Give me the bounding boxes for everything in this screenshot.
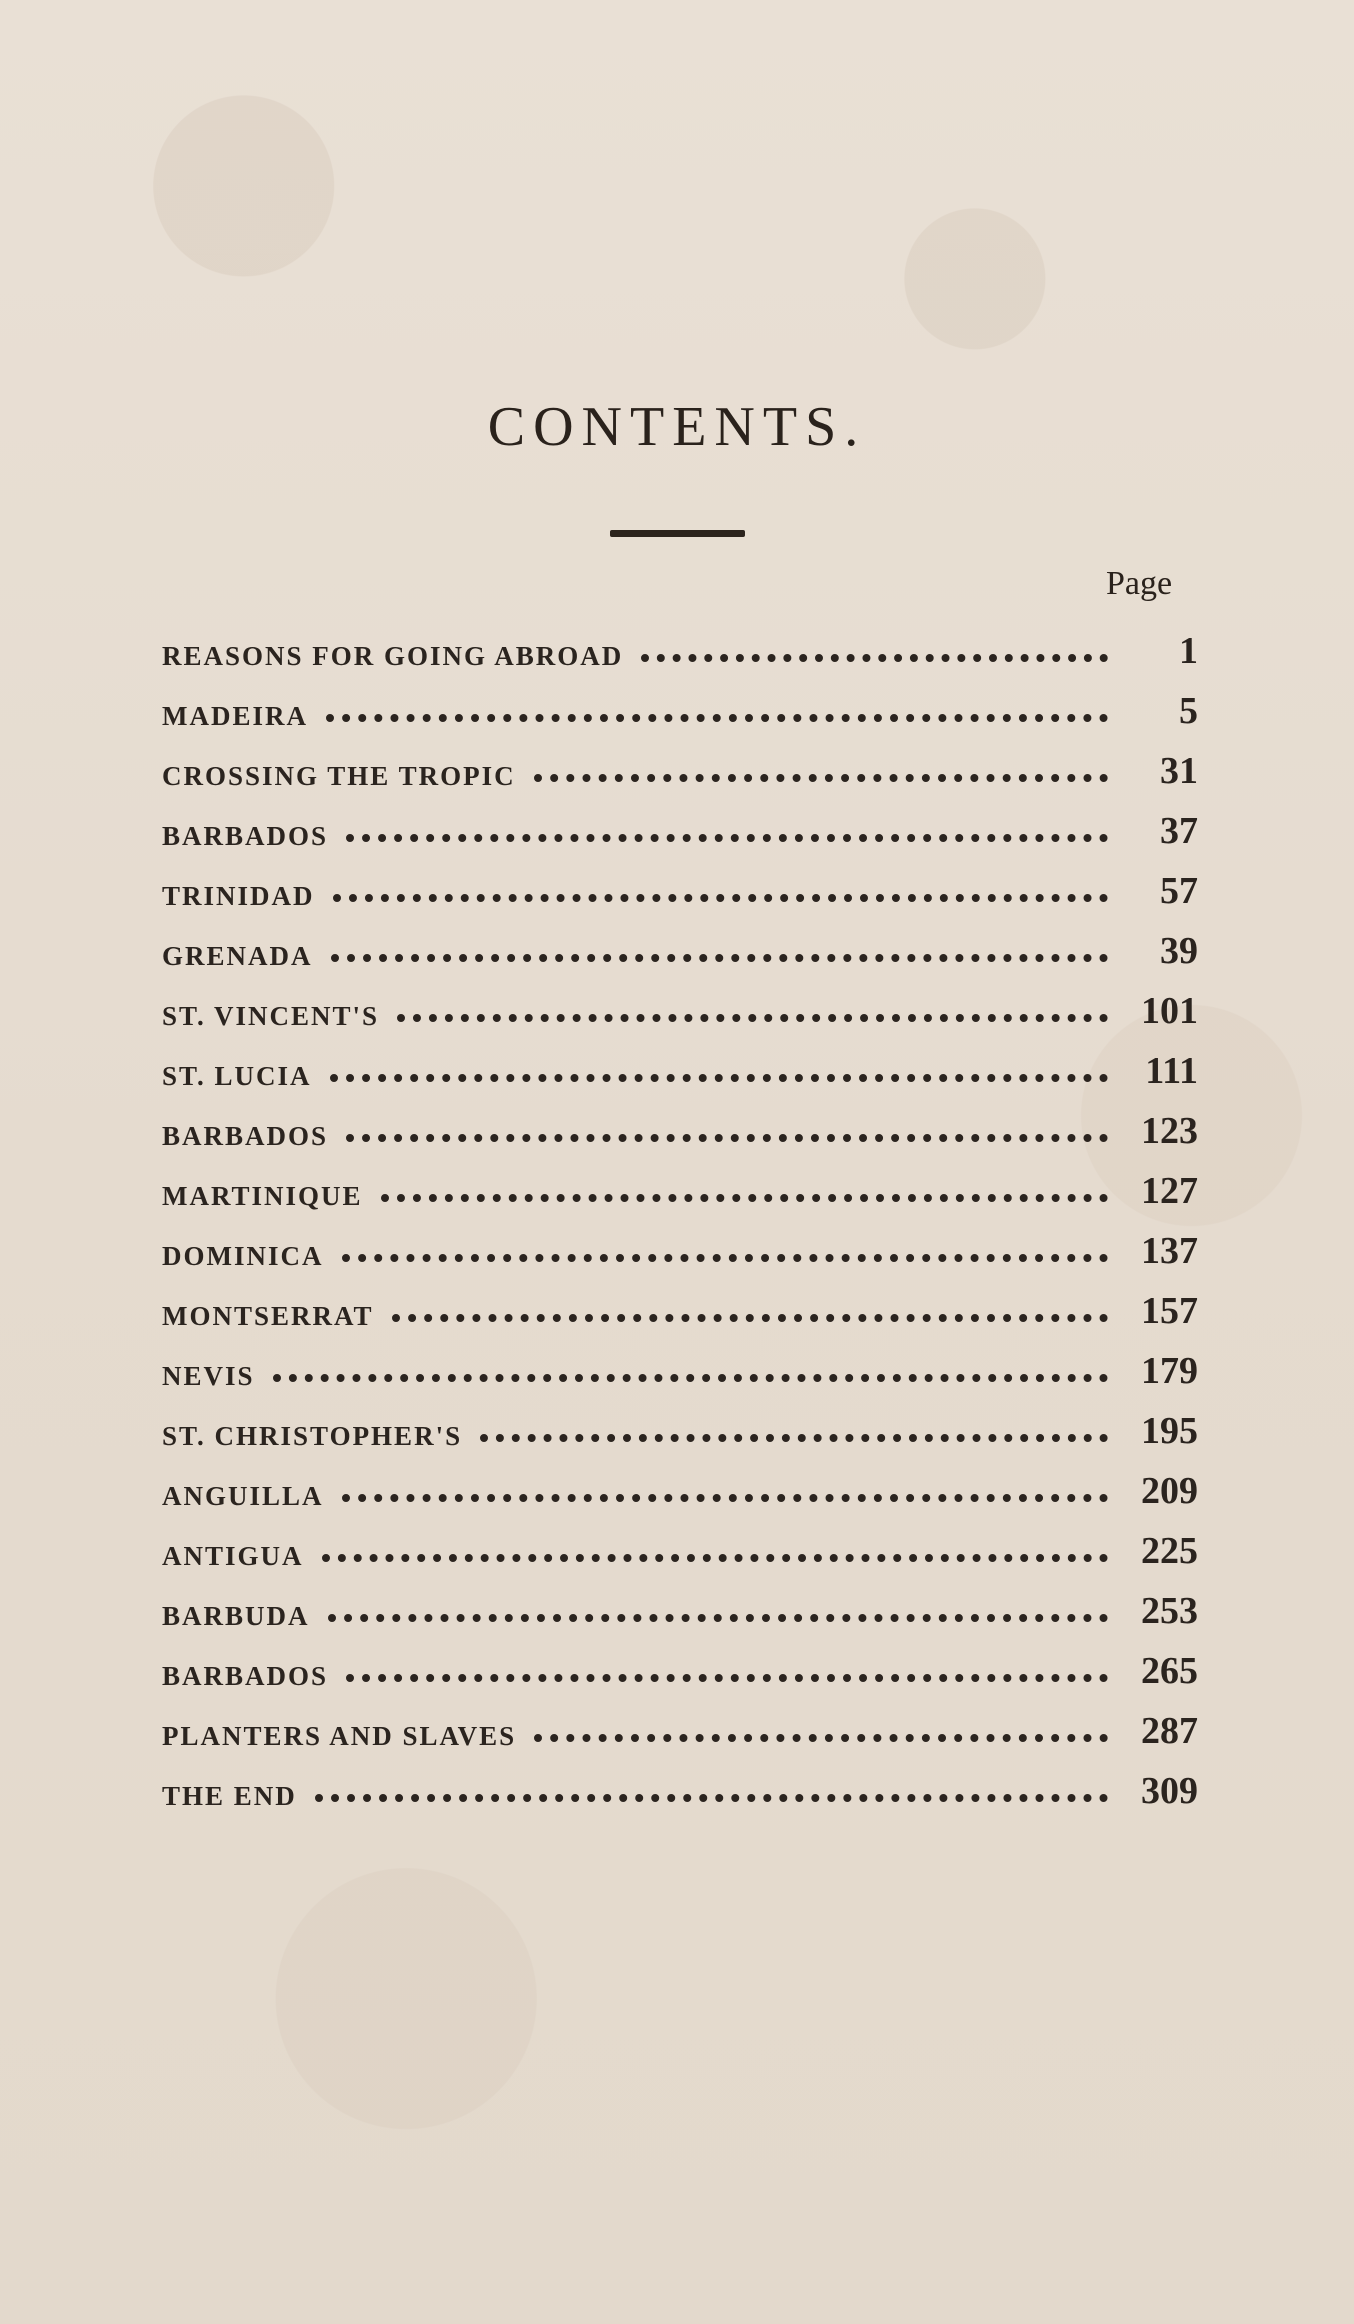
dot-leader <box>534 774 1108 782</box>
toc-row <box>162 740 1198 790</box>
toc-page-number: 195 <box>1141 1410 1198 1452</box>
toc-entry-title: BARBUDA <box>162 1601 310 1631</box>
toc-entry-title: BARBADOS <box>162 1661 329 1691</box>
toc-page-number: 1 <box>1179 630 1198 672</box>
toc-entry-title: REASONS FOR GOING ABROAD <box>162 641 624 671</box>
toc-row <box>162 1640 1198 1690</box>
dot-leader <box>346 834 1108 842</box>
toc-page-number: 137 <box>1141 1230 1198 1272</box>
toc-page-number: 37 <box>1160 810 1198 852</box>
toc-page-number: 101 <box>1141 990 1198 1032</box>
toc-page-number: 123 <box>1141 1110 1198 1152</box>
toc-page-number: 209 <box>1141 1470 1198 1512</box>
toc-entry-title: ANGUILLA <box>162 1481 324 1511</box>
page-column-heading: Page <box>1106 565 1173 602</box>
toc-entry-title: GRENADA <box>162 941 313 971</box>
dot-leader <box>392 1314 1108 1322</box>
dot-leader <box>346 1674 1108 1682</box>
toc-entry-title: BARBADOS <box>162 821 329 851</box>
toc-page-number: 309 <box>1141 1770 1198 1812</box>
toc-row <box>162 1700 1198 1750</box>
toc-entry-title: ST. VINCENT'S <box>162 1001 380 1031</box>
toc-page-number: 179 <box>1141 1350 1198 1392</box>
toc-row <box>162 1040 1198 1090</box>
toc-entry-title: NEVIS <box>162 1361 255 1391</box>
dot-leader <box>346 1134 1108 1142</box>
dot-leader <box>326 714 1108 722</box>
toc-page-number: 111 <box>1145 1050 1198 1092</box>
dot-leader <box>342 1494 1108 1502</box>
dot-leader <box>534 1734 1108 1742</box>
dot-leader <box>331 954 1108 962</box>
toc-page-number: 57 <box>1160 870 1198 912</box>
dot-leader <box>381 1194 1108 1202</box>
dot-leader <box>322 1554 1108 1562</box>
contents-title: CONTENTS. <box>487 396 867 458</box>
toc-row <box>162 1280 1198 1330</box>
title-rule <box>610 530 745 537</box>
toc-entry-title: ST. LUCIA <box>162 1061 312 1091</box>
toc-row <box>162 1460 1198 1510</box>
toc-row <box>162 1760 1198 1810</box>
toc-page-number: 287 <box>1141 1710 1198 1752</box>
dot-leader <box>397 1014 1108 1022</box>
dot-leader <box>342 1254 1109 1262</box>
toc-page-number: 39 <box>1160 930 1198 972</box>
dot-leader <box>273 1374 1108 1382</box>
toc-page-number: 157 <box>1141 1290 1198 1332</box>
dot-leader <box>328 1614 1108 1622</box>
toc-row <box>162 1400 1198 1450</box>
toc-row <box>162 1340 1198 1390</box>
toc-entry-title: MARTINIQUE <box>162 1181 363 1211</box>
toc-page-number: 5 <box>1179 690 1198 732</box>
toc-page-number: 225 <box>1141 1530 1198 1572</box>
toc-row <box>162 920 1198 970</box>
toc-entry-title: THE END <box>162 1781 297 1811</box>
toc-entry-title: PLANTERS AND SLAVES <box>162 1721 517 1751</box>
toc-row <box>162 1100 1198 1150</box>
toc-row <box>162 1580 1198 1630</box>
toc-row <box>162 1520 1198 1570</box>
toc-row <box>162 1160 1198 1210</box>
toc-entry-title: MADEIRA <box>162 701 308 731</box>
toc-row <box>162 680 1198 730</box>
toc-page-number: 127 <box>1141 1170 1198 1212</box>
toc-entry-title: MONTSERRAT <box>162 1301 374 1331</box>
toc-page-number: 31 <box>1160 750 1198 792</box>
toc-row <box>162 980 1198 1030</box>
toc-entry-title: ANTIGUA <box>162 1541 304 1571</box>
toc-entry-title: DOMINICA <box>162 1241 324 1271</box>
toc-entry-title: TRINIDAD <box>162 881 315 911</box>
toc-entry-title: CROSSING THE TROPIC <box>162 761 516 791</box>
dot-leader <box>480 1434 1108 1442</box>
dot-leader <box>641 654 1108 662</box>
toc-row <box>162 620 1198 670</box>
toc-page-number: 265 <box>1141 1650 1198 1692</box>
toc-entry-title: BARBADOS <box>162 1121 329 1151</box>
toc-row <box>162 800 1198 850</box>
toc-row <box>162 860 1198 910</box>
dot-leader <box>330 1074 1108 1082</box>
dot-leader <box>315 1794 1108 1802</box>
toc-row <box>162 1220 1198 1270</box>
toc-page-number: 253 <box>1141 1590 1198 1632</box>
dot-leader <box>333 894 1108 902</box>
table-of-contents <box>0 620 1354 1820</box>
toc-entry-title: ST. CHRISTOPHER'S <box>162 1421 463 1451</box>
